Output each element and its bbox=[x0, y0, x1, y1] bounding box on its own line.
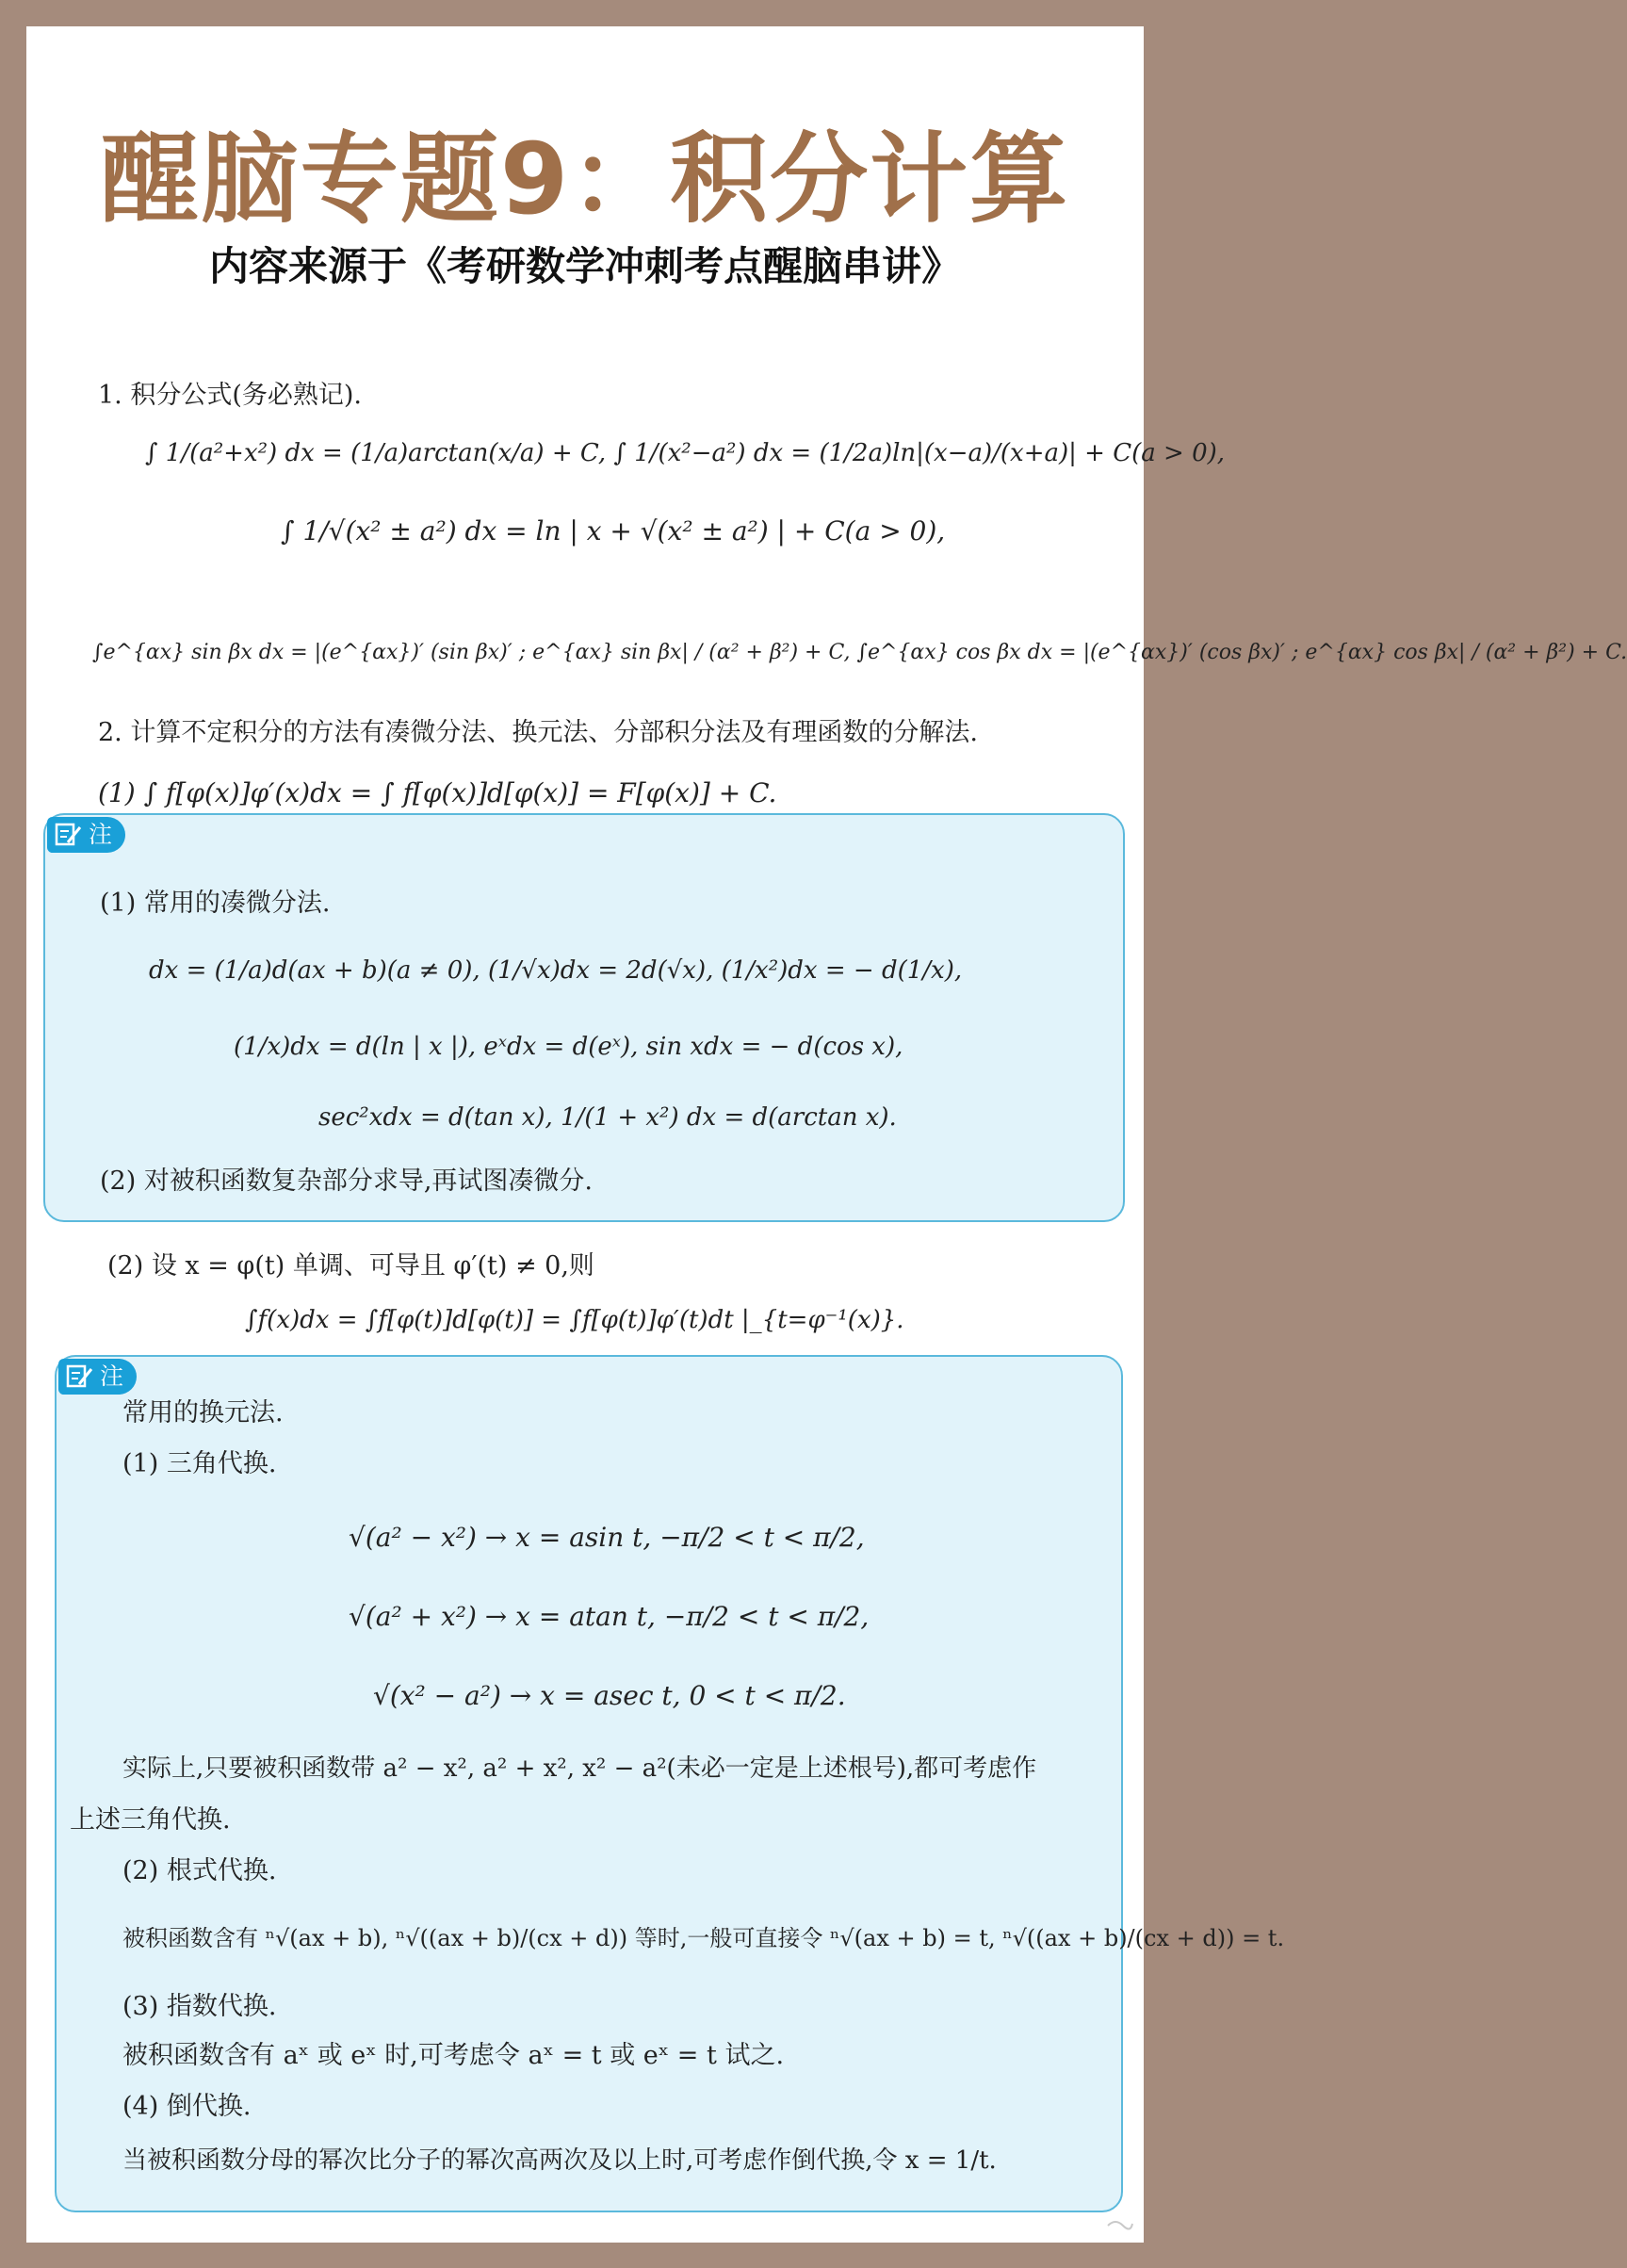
note2-trig-note-1: 实际上,只要被积函数带 a² − x², a² + x², x² − a²(未必一定是上述根号),都可考虑作 bbox=[122, 1754, 1037, 1783]
note2-trig2: √(a² + x²) → x = atan t, −π/2 < t < π/2, bbox=[349, 1601, 870, 1632]
note-tag-1 bbox=[47, 817, 125, 853]
section3-line: (2) 设 x = φ(t) 单调、可导且 φ′(t) ≠ 0,则 bbox=[107, 1251, 594, 1281]
note1-eq3: sec²xdx = d(tan x), 1/(1 + x²) dx = d(arctan x). bbox=[318, 1103, 897, 1132]
note-tag-label: 注 bbox=[100, 1362, 124, 1390]
page-subtitle: 内容来源于《考研数学冲刺考点醒脑串讲》 bbox=[208, 243, 961, 289]
note1-eq1: dx = (1/a)d(ax + b)(a ≠ 0), (1/√x)dx = 2d(√x), (1/x²)dx = − d(1/x), bbox=[149, 956, 963, 985]
note2-trig3: √(x² − a²) → x = asec t, 0 < t < π/2. bbox=[373, 1680, 846, 1711]
page-title: 醒脑专题9：积分计算 bbox=[100, 122, 1070, 237]
note1-line2: (2) 对被积函数复杂部分求导,再试图凑微分. bbox=[100, 1167, 593, 1196]
formula-substitution-2: ∫f(x)dx = ∫f[φ(t)]d[φ(t)] = ∫f[φ(t)]φ′(t)dt |_{t=φ⁻¹(x)}. bbox=[245, 1306, 904, 1334]
note2-recip-title: (4) 倒代换. bbox=[122, 2092, 252, 2121]
note-pen-icon bbox=[55, 822, 83, 848]
note2-recip-text: 当被积函数分母的幂次比分子的幂次高两次及以上时,可考虑作倒代换,令 x = 1/t. bbox=[122, 2146, 997, 2175]
note2-trig1: √(a² − x²) → x = asin t, −π/2 < t < π/2, bbox=[349, 1522, 865, 1553]
note2-root-text: 被积函数含有 ⁿ√(ax + b), ⁿ√((ax + b)/(cx + d)) 等时,一般可直接令 ⁿ√(ax + b) = t, ⁿ√((ax + b)/(cx + d)) = t. bbox=[122, 1925, 1285, 1951]
note-tag-label: 注 bbox=[89, 821, 113, 848]
note2-exp-text: 被积函数含有 aˣ 或 eˣ 时,可考虑令 aˣ = t 或 eˣ = t 试之. bbox=[122, 2041, 785, 2070]
note2-root-title: (2) 根式代换. bbox=[122, 1856, 277, 1885]
section2-heading: 2. 计算不定积分的方法有凑微分法、换元法、分部积分法及有理函数的分解法. bbox=[98, 718, 978, 747]
note1-eq2: (1/x)dx = d(ln | x |), eˣdx = d(eˣ), sin xdx = − d(cos x), bbox=[234, 1033, 903, 1061]
note-tag-2 bbox=[58, 1359, 137, 1395]
note-pen-icon bbox=[66, 1363, 94, 1390]
formula-exp-trig: ∫e^{αx} sin βx dx = |(e^{αx})′ (sin βx)′ ; e^{αx} sin βx| / (α² + β²) + C, ∫e^{αx} cos βx dx = |(e^{αx})′ (cos βx)′ ; e^{αx} cos βx| / (α² + β²) + C. bbox=[92, 641, 1627, 664]
note-box-2 bbox=[55, 1355, 1285, 2212]
page-corner-icon bbox=[1104, 2216, 1136, 2235]
formula-sqrt: ∫ 1/√(x² ± a²) dx = ln | x + √(x² ± a²) | + C(a > 0), bbox=[281, 515, 946, 547]
note2-trig-title: (1) 三角代换. bbox=[122, 1449, 277, 1478]
note2-exp-title: (3) 指数代换. bbox=[122, 1992, 277, 2021]
note2-intro: 常用的换元法. bbox=[122, 1398, 284, 1428]
note2-trig-note-2: 上述三角代换. bbox=[70, 1805, 231, 1835]
note-box-1 bbox=[43, 813, 1125, 1222]
formula-substitution-1: (1) ∫ f[φ(x)]φ′(x)dx = ∫ f[φ(x)]d[φ(x)] = F[φ(x)] + C. bbox=[98, 777, 777, 808]
note1-line1: (1) 常用的凑微分法. bbox=[100, 889, 331, 918]
page bbox=[26, 26, 1627, 2243]
section1-heading: 1. 积分公式(务必熟记). bbox=[98, 381, 362, 410]
formula-arctan-ln: ∫ 1/(a²+x²) dx = (1/a)arctan(x/a) + C, ∫ 1/(x²−a²) dx = (1/2a)ln|(x−a)/(x+a)| + C(a > 0), bbox=[145, 439, 1226, 467]
